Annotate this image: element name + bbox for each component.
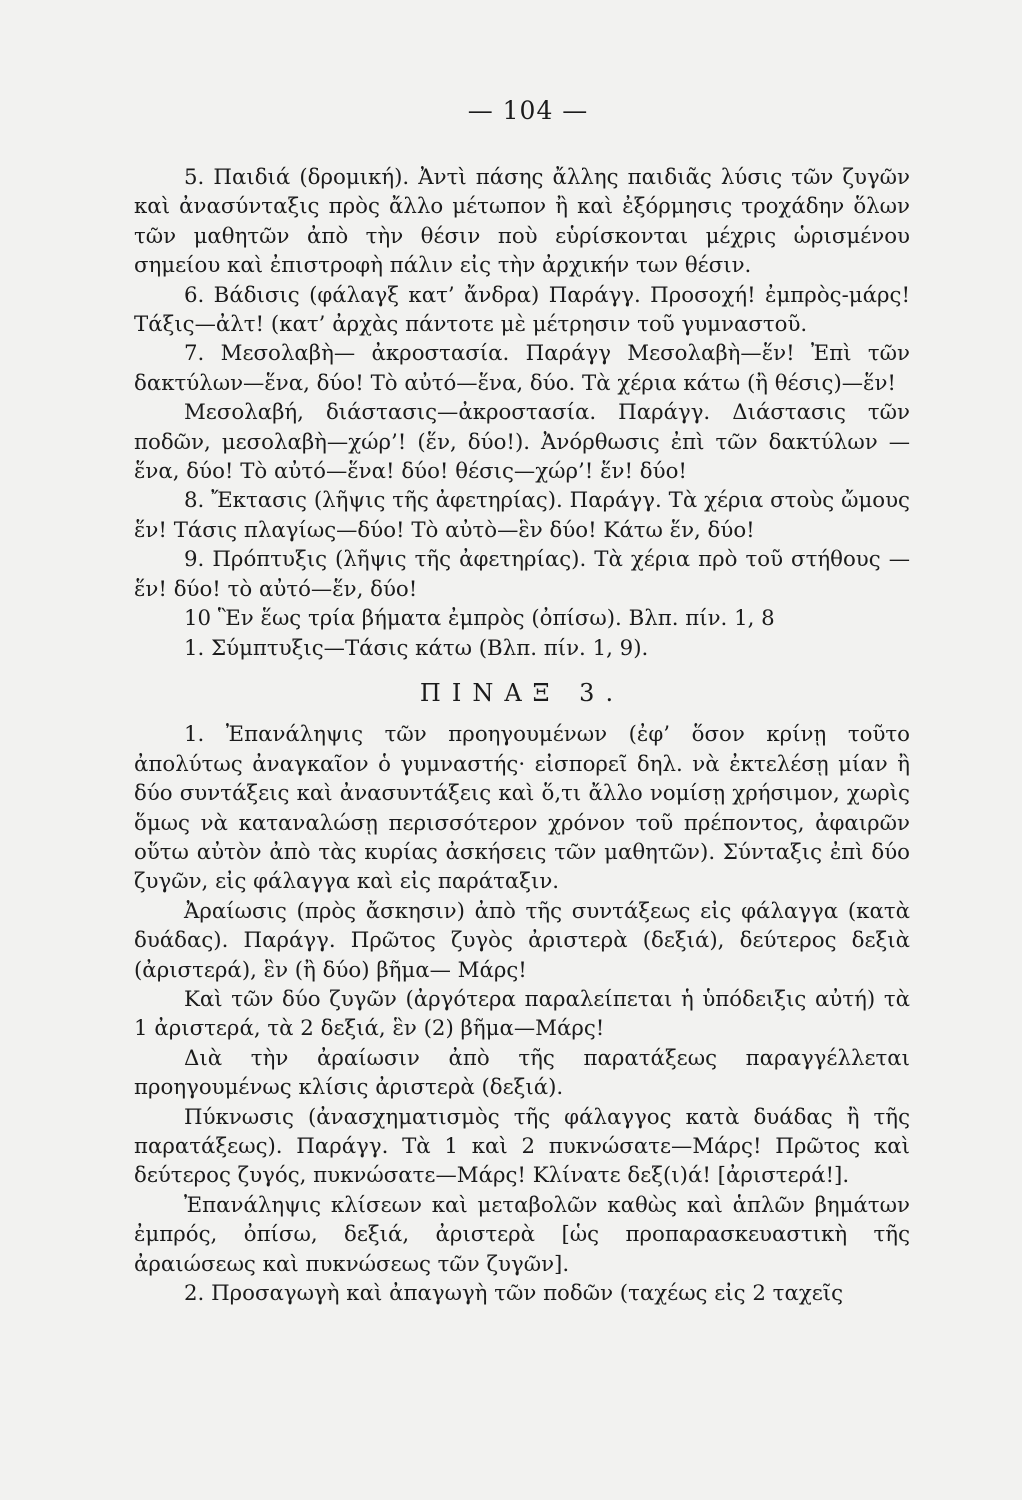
page-number: — 104 — bbox=[467, 96, 589, 125]
body-text bbox=[134, 163, 910, 1308]
paragraph: Πύκνωσις (ἀνασχηματισμὸς τῆς φάλαγγος κατὰ δυάδας ἢ τῆς παρατάξεως). Παράγγ. Τὰ 1 καὶ 2 πυκνώσατε—Μάρς! Πρῶτος καὶ δεύτερος ζυγός, πυκνώσατε—Μάρς! Κλίνατε δεξ(ι)ά! [ἀριστερά!]. bbox=[134, 1104, 910, 1189]
paragraph: 7. Μεσολαβὴ— ἀκροστασία. Παράγγ Μεσολαβὴ—ἕν! Ἐπὶ τῶν δακτύλων—ἕνα, δύο! Τὸ αὐτό—ἕνα, δύο. Τὰ χέρια κάτω (ἢ θέσις)—ἕν! bbox=[134, 341, 910, 396]
paragraph: 9. Πρόπτυξις (λῆψις τῆς ἀφετηρίας). Τὰ χέρια πρὸ τοῦ στήθους —ἕν! δύο! τὸ αὐτό—ἕν, δύο! bbox=[134, 547, 910, 602]
paragraph: 8. Ἔκτασις (λῆψις τῆς ἀφετηρίας). Παράγγ. Τὰ χέρια στοὺς ὤμους ἕν! Τάσις πλαγίως—δύο! Τὸ αὐτὸ—ἓν δύο! Κάτω ἕν, δύο! bbox=[134, 488, 910, 543]
paragraph: 2. Προσαγωγὴ καὶ ἀπαγωγὴ τῶν ποδῶν (ταχέως εἰς 2 ταχεῖς bbox=[184, 1281, 844, 1307]
paragraph: 6. Βάδισις (φάλαγξ κατ’ ἄνδρα) Παράγγ. Προσοχή! ἐμπρὸς-μάρς! Τάξις—ἀλτ! (κατ’ ἀρχὰς πάντοτε μὲ μέτρησιν τοῦ γυμναστοῦ. bbox=[134, 282, 910, 338]
section-heading: ΠΙΝΑΞ 3. bbox=[419, 678, 625, 707]
paragraph: 5. Παιδιά (δρομική). Ἀντὶ πάσης ἄλλης παιδιᾶς λύσις τῶν ζυγῶν καὶ ἀνασύνταξις πρὸς ἄλλο μέτωπον ἢ καὶ ἐξόρμησις τροχάδην ὅλων τῶν μαθητῶν ἀπὸ τὴν θέσιν ποὺ εὑρίσκονται μέχρις ὡρισμένου σημείου καὶ ἐπιστροφὴ πάλιν εἰς τὴν ἀρχικήν των θέσιν. bbox=[134, 165, 910, 279]
paragraph: Ἀραίωσις (πρὸς ἄσκησιν) ἀπὸ τῆς συντάξεως εἰς φάλαγγα (κατὰ δυάδας). Παράγγ. Πρῶτος ζυγὸς ἀριστερὰ (δεξιά), δεύτερος δεξιὰ (ἀριστερά), ἓν (ἢ δύο) βῆμα— Μάρς! bbox=[134, 898, 910, 983]
paragraph: 1. Σύμπτυξις—Τάσις κάτω (Βλπ. πίν. 1, 9). bbox=[184, 635, 649, 661]
paragraph: Ἐπανάληψις κλίσεων καὶ μεταβολῶν καθὼς καὶ ἁπλῶν βημάτων ἐμπρός, ὀπίσω, δεξιά, ἀριστερὰ [ὡς προπαρασκευαστικὴ τῆς ἀραιώσεως καὶ πυκνώσεως τῶν ζυγῶν]. bbox=[134, 1192, 910, 1277]
paragraph: Καὶ τῶν δύο ζυγῶν (ἀργότερα παραλείπεται ἡ ὑπόδειξις αὐτή) τὰ 1 ἀριστερά, τὰ 2 δεξιά, ἓν (2) βῆμα—Μάρς! bbox=[134, 986, 910, 1042]
paragraph: 1. Ἐπανάληψις τῶν προηγουμένων (ἐφ’ ὅσον κρίνῃ τοῦτο ἀπολύτως ἀναγκαῖον ὁ γυμναστής· εἰσπορεῖ δηλ. νὰ ἐκτελέσῃ μίαν ἢ δύο συντάξεις καὶ ἀνασυντάξεις καὶ ὅ,τι ἄλλο νομίσῃ χρήσιμον, χωρὶς ὅμως νὰ καταναλώσῃ περισσότερον χρόνον τοῦ πρέποντος, ἀφαιρῶν οὕτω αὐτὸν ἀπὸ τὰς κυρίας ἀσκήσεις τῶν μαθητῶν). Σύνταξις ἐπὶ δύο ζυγῶν, εἰς φάλαγγα καὶ εἰς παράταξιν. bbox=[134, 722, 910, 895]
paragraph: Μεσολαβή, διάστασις—ἀκροστασία. Παράγγ. Διάστασις τῶν ποδῶν, μεσολαβὴ—χώρ’! (ἕν, δύο!). Ἀνόρθωσις ἐπὶ τῶν δακτύλων —ἕνα, δύο! Τὸ αὐτό—ἕνα! δύο! θέσις—χώρ’! ἕν! δύο! bbox=[134, 400, 910, 485]
paragraph: 10 Ἓν ἕως τρία βήματα ἐμπρὸς (ὀπίσω). Βλπ. πίν. 1, 8 bbox=[184, 606, 775, 632]
paragraph: Διὰ τὴν ἀραίωσιν ἀπὸ τῆς παρατάξεως παραγγέλλεται προηγουμένως κλίσις ἀριστερὰ (δεξιά). bbox=[134, 1045, 910, 1101]
